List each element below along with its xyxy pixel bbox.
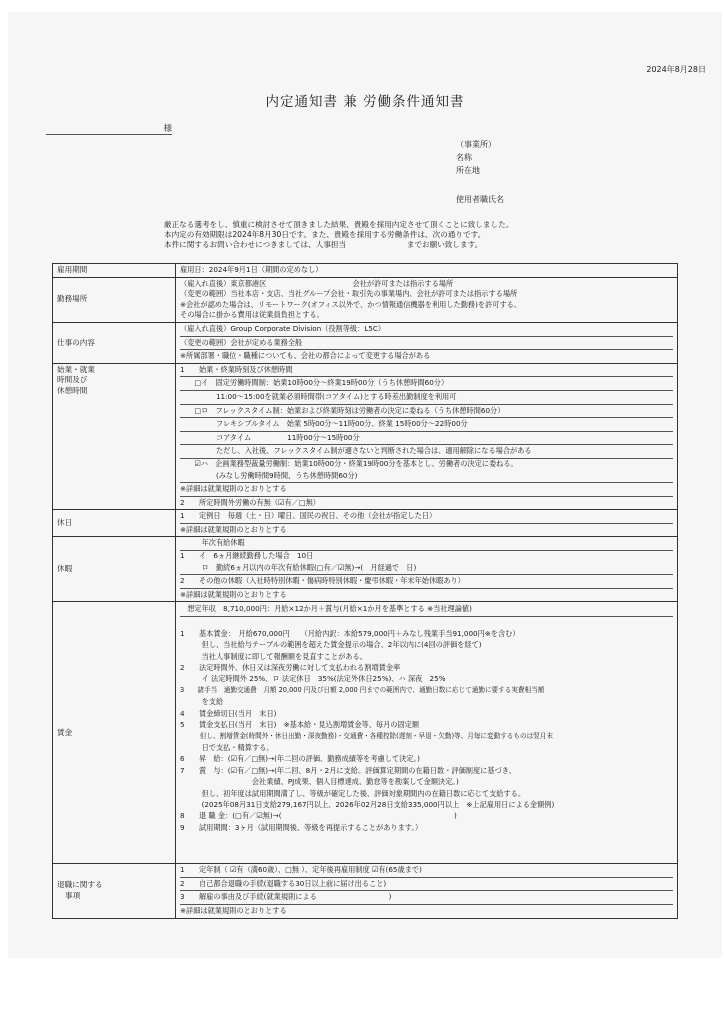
row-line: 年次有給休暇 [180, 537, 673, 551]
table-row [53, 277, 678, 322]
row-line: ※所属部署・職位・職種についても、会社の都合によって変更する場合がある [180, 351, 431, 361]
row-line: コアタイム 11時00分～15時00分 [180, 432, 673, 446]
terms-table [52, 263, 678, 919]
row-line: 11:00～15:00を就業必須時間帯(コアタイム)とする時差出勤制度を利用可 [180, 391, 673, 405]
row-line: □イ 固定労働時間制：始業10時00分～終業19時00分（うち休憩時間60分） [180, 377, 673, 391]
row-label-line: 時間及び [57, 375, 88, 385]
row-line: （雇入れ直後）東京都港区 会社が許可または指示する場所 [180, 278, 454, 288]
row-line: 3 解雇の事由及び手続(就業規則による ) [180, 891, 673, 905]
row-line: 7 賞 与：(☑有／□無)→(年二回、8月・2月に支給。評価算定期間の在籍日数・評価制度に基づき、 [180, 765, 516, 775]
row-line: ※会社が認めた場合は、リモートワーク(オフィス以外で、かつ情報通信機器を利用した勤務)を許可する。 [180, 299, 522, 309]
row-content [176, 264, 678, 278]
row-line: □ロ フレックスタイム制：始業および終業時刻は労働者の決定に委ねる（うち休憩時間60分） [180, 405, 673, 419]
row-line: 1 始業・終業時刻及び休憩時間 [180, 364, 673, 378]
row-line: （変更の範囲）当社本店・支店、当社グループ会社・取引先の事業場内、会社が許可または指示する場所 [180, 289, 518, 299]
table-row [53, 510, 678, 537]
employer-label: 使用者職氏名 [456, 195, 504, 204]
row-line: その場合に掛かる費用は従業員負担とする。 [180, 310, 324, 320]
table-row [53, 537, 678, 602]
row-content [176, 602, 678, 864]
addressee-suffix: 様 [163, 124, 172, 134]
intro-line: 厳正なる選考をし、慎重に検討させて頂きました結果、貴殿を採用内定させて頂くことに致しました。 [164, 220, 514, 229]
row-line: ただし、入社後、フレックスタイム制が適さないと判断された場合は、適用解除になる場合がある [180, 445, 673, 459]
company-block [456, 138, 504, 206]
row-label: 仕事の内容 [53, 322, 176, 363]
row-label [53, 363, 176, 510]
row-line: 1 定例日 毎週（土・日）曜日、国民の祝日、その他（会社が指定した日） [180, 510, 673, 524]
company-address-label: 所在地 [456, 166, 480, 175]
row-line: 2 所定時間外労働の有無（☑有／□無） [180, 497, 320, 507]
row-line: 会社業績、PJ成果、個人目標達成、勤怠等を勘案して金額決定。) [180, 777, 459, 787]
row-line: ☑ハ 企画業務型裁量労働制：始業10時00分・終業19時00分を基本とし、労働者の決定に委ねる。 [180, 458, 518, 468]
row-content [176, 363, 678, 510]
row-label-line: 始業・就業 [57, 364, 95, 374]
row-label: 休日 [53, 510, 176, 537]
row-content [176, 864, 678, 918]
row-line: 2 その他の休暇（入社時特別休暇・傷病時特別休暇・慶弔休暇・年末年始休暇あり） [180, 575, 673, 589]
row-content [176, 277, 678, 322]
row-line: を支給 [180, 697, 224, 707]
row-line: 2 法定時間外、休日又は深夜労働に対して支払われる割増賃金率 [180, 663, 401, 673]
row-line: 1 定年制（ ☑有（満60歳）、□無 ）、定年後再雇用制度 ☑有(65歳まで) [180, 864, 673, 878]
row-line [180, 617, 673, 628]
row-line: ※詳細は就業規則のとおりとする [180, 589, 287, 599]
row-label: 賃金 [53, 602, 176, 864]
row-line: 雇用日：2024年9月1日（期間の定めなし） [180, 265, 323, 274]
company-name-label: 名称 [456, 153, 472, 162]
row-line: (2025年08月31日支給279,167円以上、2026年02月28日支給335,000円以上 ※上記雇用日による金額例) [180, 799, 555, 809]
table-row [53, 602, 678, 864]
row-line: ※詳細は就業規則のとおりとする [180, 905, 287, 915]
row-label: 休暇 [53, 537, 176, 602]
row-label-line: 事項 [65, 890, 81, 900]
intro-line: 本件に関するお問い合わせにつきましては、人事担当 までお願い致します。 [164, 240, 483, 249]
row-label: 勤務場所 [53, 277, 176, 322]
row-line: (みなし労働時間9時間、うち休憩時間60分) [180, 470, 673, 484]
row-line: 想定年収 8,710,000円：月給×12か月＋賞与(月給×1か月を基準とする ※当社理論値) [180, 602, 673, 616]
row-line: 1 基本賃金： 月給670,000円 （月給内訳：本給579,000円＋みなし残業手当91,000円※を含む） [180, 628, 520, 638]
row-label [53, 864, 176, 918]
document-title: 内定通知書 兼 労働条件通知書 [265, 94, 465, 110]
document-page [8, 12, 722, 958]
addressee-line [46, 122, 172, 135]
row-content [176, 322, 678, 363]
row-line: 日で支払・精算する。 [180, 742, 274, 752]
row-line: イ 法定時間外 25%、ロ 法定休日 35%(法定外休日25%)、ハ 深夜 25% [180, 674, 446, 684]
row-line: 但し、割増賃金(時間外・休日出勤・深夜勤務)・交通費・各種控除(遅刻・早退・欠勤)等、月毎に変動するものは翌月末 [180, 731, 553, 740]
row-line: （変更の範囲）会社が定める業務全般 [180, 337, 673, 351]
row-line: ロ 勤続6ヵ月以内の年次有給休暇(□有／☑無)→( 月経過で 日) [180, 562, 673, 576]
table-row [53, 363, 678, 510]
intro-paragraph [164, 220, 513, 250]
row-line: ※詳細は就業規則のとおりとする [180, 483, 673, 497]
row-label: 雇用期間 [53, 264, 176, 278]
row-line: 6 昇 給：(☑有／□無)→(年二回の評価、勤務成績等を考慮して決定。) [180, 754, 420, 764]
row-line: 9 試用期間：3ヶ月（試用期間後、等級を再提示することがあります。） [180, 822, 423, 832]
row-line: 2 自己都合退職の手続(退職する30日以上前に届け出ること) [180, 878, 673, 892]
table-row [53, 264, 678, 278]
office-label: （事業所） [456, 140, 496, 149]
row-label-line: 退職に関する [57, 880, 103, 890]
row-label-line: 休憩時間 [57, 385, 88, 395]
table-row [53, 864, 678, 918]
row-line: 1 イ 6ヵ月継続勤務した場合 10日 [180, 551, 314, 561]
row-content [176, 537, 678, 602]
row-line: 5 賃金支払日(当月 末日) ※基本給・見込割増賃金等、毎月の固定額 [180, 720, 420, 730]
table-row [53, 322, 678, 363]
issue-date: 2024年8月28日 [646, 65, 706, 74]
row-line: 8 退 職 金：(□有／☑無)→( ) [180, 811, 457, 821]
row-line: 当社人事制度に即して報酬額を見直すことがある。 [180, 651, 367, 661]
row-line: 但し、初年度は試用期間満了し、等級が確定した後、評価対象期間内の在籍日数に応じて支給する。 [180, 788, 526, 798]
row-line: （雇入れ直後）Group Corporate Division（役割等級：L5C） [180, 323, 673, 337]
row-line: 4 賃金締切日(当月 末日) [180, 708, 277, 718]
row-line: 3 諸手当 通勤交通費 月額 20,000 円及び日額 2,000 円までの範囲内で、通勤日数に応じて通勤に要する実費相当額 [180, 685, 545, 694]
row-content [176, 510, 678, 537]
row-line: ※詳細は就業規則のとおりとする [180, 524, 287, 534]
intro-line: 本内定の有効期限は2024年8月30日です。また、貴殿を採用する労働条件は、次の通りです。 [164, 230, 486, 239]
row-line: 但し、当社給与テーブルの範囲を超えた賃金提示の場合、2年以内に(4回の評価を経て) [180, 640, 482, 650]
row-line: フレキシブルタイム 始業 5時00分～11時00分、終業 15時00分～22時00分 [180, 418, 673, 432]
